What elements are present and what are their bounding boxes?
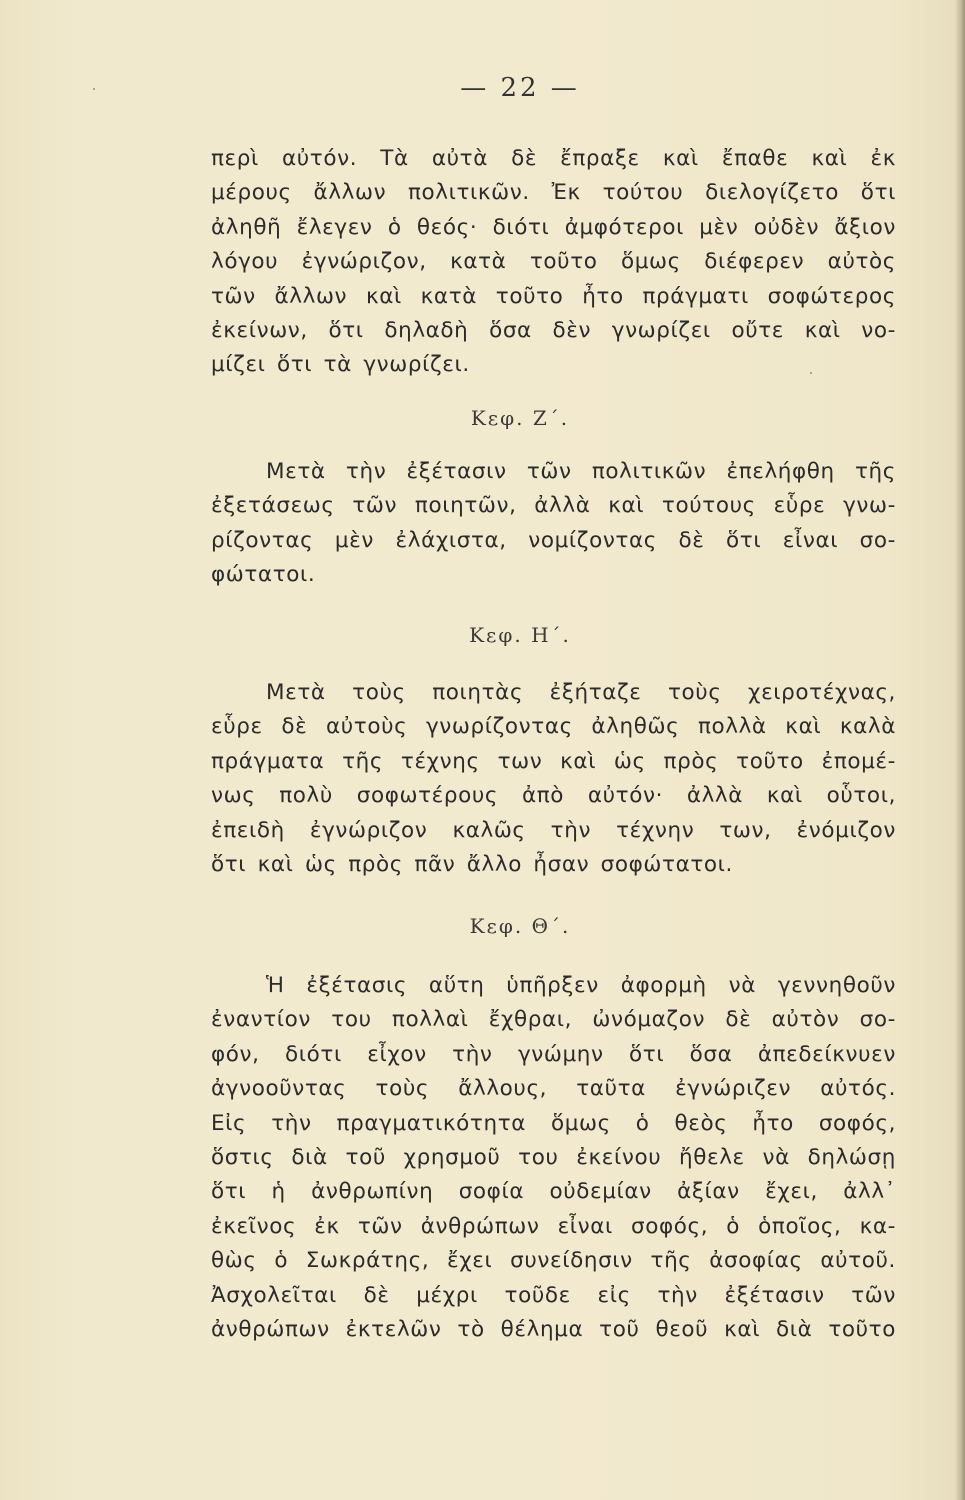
paragraph-chapter-7 [211,455,896,593]
text-line: ὅστις διὰ τοῦ χρησμοῦ του ἐκείνου ἤθελε νὰ δηλώσῃ [211,1144,896,1170]
text-line: Εἰς τὴν πραγματικότητα ὅμως ὁ θεὸς ἦτο σοφός, [211,1110,896,1136]
text-line: μίζει ὅτι τὰ γνωρίζει. [211,352,470,378]
text-line: λόγου ἐγνώριζον, κατὰ τοῦτο ὅμως διέφερεν αὐτὸς [211,249,896,275]
text-line: ἐπειδὴ ἐγνώριζον καλῶς τὴν τέχνην των, ἐνόμιζον [211,817,896,843]
text-line: ἀνθρώπων ἐκτελῶν τὸ θέλημα τοῦ θεοῦ καὶ διὰ τοῦτο [211,1316,896,1342]
text-line: ὅτι ἡ ἀνθρωπίνη σοφία οὐδεμίαν ἀξίαν ἔχει, ἀλλ᾽ [211,1179,896,1205]
text-line: ἐκεῖνος ἐκ τῶν ἀνθρώπων εἶναι σοφός, ὁ ὁποῖος, κα- [211,1213,896,1239]
text-line: τῶν ἄλλων καὶ κατὰ τοῦτο ἦτο πράγματι σοφώτερος [211,283,896,309]
text-line: Ἀσχολεῖται δὲ μέχρι τοῦδε εἰς τὴν ἐξέτασιν τῶν [211,1282,896,1308]
text-line: ρίζοντας μὲν ἐλάχιστα, νομίζοντας δὲ ὅτι εἶναι σο- [211,527,896,553]
text-line: μέρους ἄλλων πολιτικῶν. Ἐκ τούτου διελογίζετο ὅτι [211,180,896,206]
paper-speck [810,372,812,374]
text-line: εὗρε δὲ αὐτοὺς γνωρίζοντας ἀληθῶς πολλὰ καὶ καλὰ [211,714,896,740]
text-line: πράγματα τῆς τέχνης των καὶ ὡς πρὸς τοῦτο ἐπομέ- [211,748,896,774]
paper-speck [93,88,95,90]
text-line: ἐξετάσεως τῶν ποιητῶν, ἀλλὰ καὶ τούτους εὗρε γνω- [211,493,896,519]
text-line: ἀγνοοῦντας τοὺς ἄλλους, ταῦτα ἐγνώριζεν αὐτός. [211,1076,896,1102]
page-edge-shadow [955,0,965,1500]
chapter-heading: Κεφ. Η΄. [469,623,571,647]
paragraph-chapter-8 [211,676,896,882]
text-line: ἐναντίον του πολλαὶ ἔχθραι, ὠνόμαζον δὲ αὐτὸν σο- [211,1007,896,1033]
page-number: — 22 — [460,73,580,103]
text-line: νως πολὺ σοφωτέρους ἀπὸ αὐτόν· ἀλλὰ καὶ οὗτοι, [211,783,896,809]
text-line: θὼς ὁ Σωκράτης, ἔχει συνείδησιν τῆς ἀσοφίας αὐτοῦ. [211,1248,896,1274]
chapter-heading: Κεφ. Ζ΄. [470,406,570,430]
text-line: φόν, διότι εἶχον τὴν γνώμην ὅτι ὅσα ἀπεδείκνυεν [211,1041,896,1067]
text-line: ἐκείνων, ὅτι δηλαδὴ ὅσα δὲν γνωρίζει οὔτε καὶ νο- [211,317,896,343]
text-line: Ἡ ἐξέτασις αὕτη ὑπῆρξεν ἀφορμὴ νὰ γεννηθοῦν [266,973,896,998]
text-line: περὶ αὐτόν. Τὰ αὐτὰ δὲ ἔπραξε καὶ ἔπαθε καὶ ἐκ [211,146,896,171]
text-line: ἀληθῆ ἔλεγεν ὁ θεός· διότι ἀμφότεροι μὲν οὐδὲν ἄξιον [211,214,896,240]
text-line: Μετὰ τοὺς ποιητὰς ἐξήταζε τοὺς χειροτέχνας, [266,680,896,705]
text-line: φώτατοι. [211,562,316,588]
text-line: Μετὰ τὴν ἐξέτασιν τῶν πολιτικῶν ἐπελήφθη τῆς [266,459,896,484]
chapter-heading: Κεφ. Θ΄. [469,914,571,938]
paragraph-continuation [211,142,896,383]
text-line: ὅτι καὶ ὡς πρὸς πᾶν ἄλλο ἦσαν σοφώτατοι. [211,851,733,877]
paragraph-chapter-9 [211,969,896,1347]
